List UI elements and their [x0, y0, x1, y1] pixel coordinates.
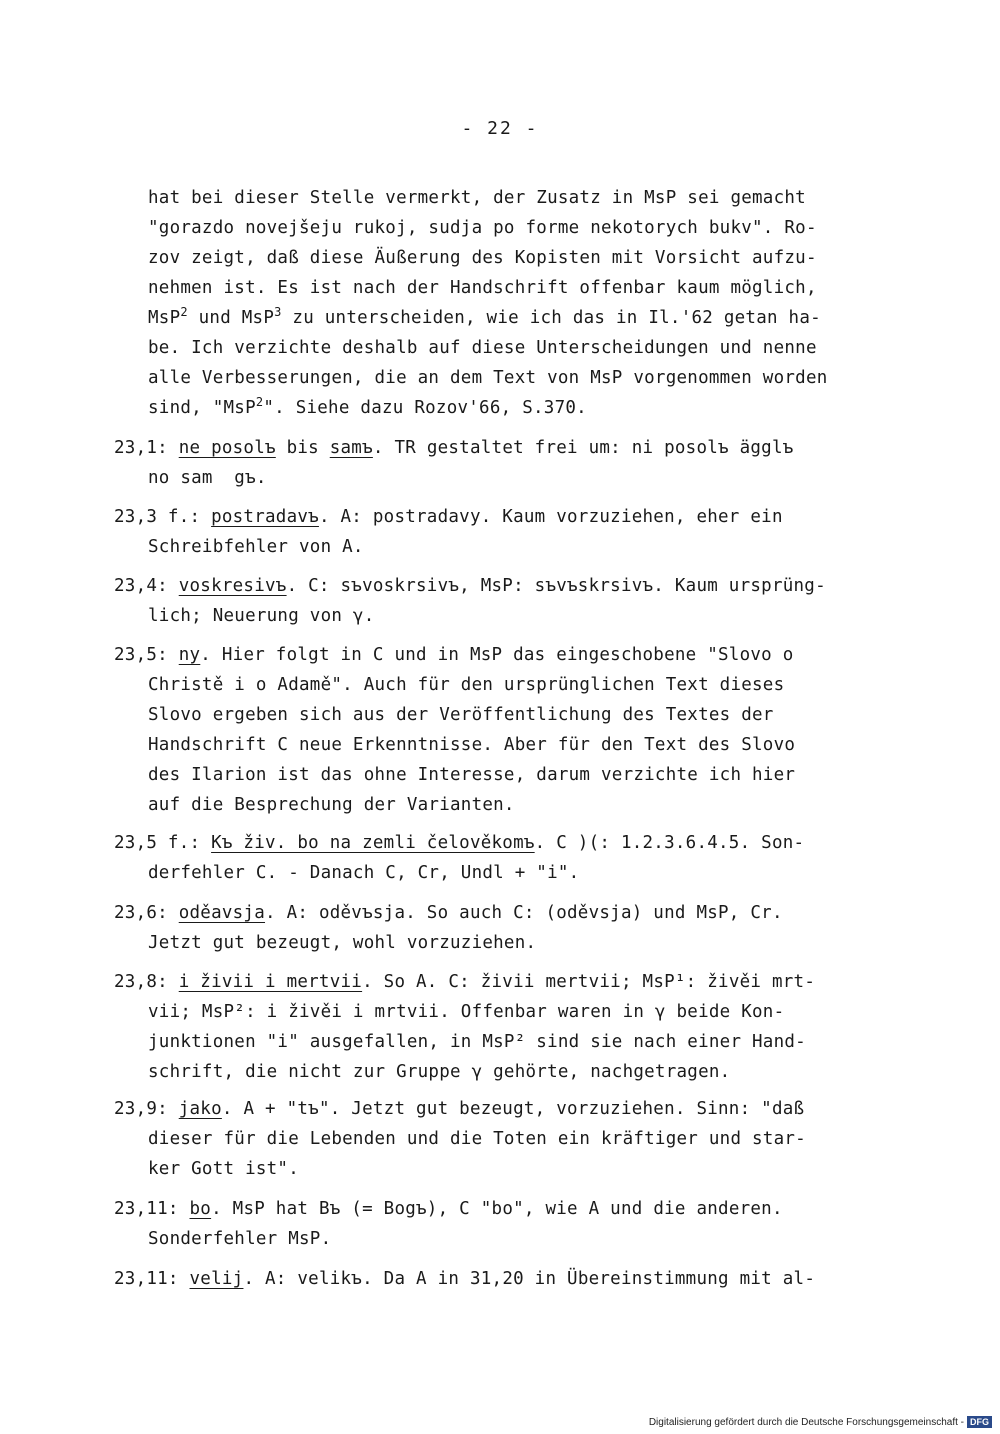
commentary-entry — [114, 828, 898, 888]
entry-text: . C )(: 1.2.3.6.4.5. Son- — [534, 833, 805, 853]
entry-text: . So A. C: živii mertvii; MsP¹: živěi mrt- — [362, 972, 816, 992]
entry-first-line — [114, 967, 898, 997]
entry-text: . A: postradavy. Kaum vorzuziehen, eher ein — [318, 507, 783, 527]
entry-reference: 23,4: — [114, 576, 179, 596]
entry-text: bis — [275, 438, 330, 458]
entry-reference: 23,11: — [114, 1199, 190, 1219]
entry-text: . A: velikъ. Da A in 31,20 in Übereinstimmung mit al- — [243, 1269, 816, 1289]
entry-first-line — [114, 1094, 898, 1124]
entry-first-line — [114, 571, 898, 601]
entry-text: . A + "tъ". Jetzt gut bezeugt, vorzuziehen. Sinn: "daß — [221, 1099, 805, 1119]
entry-continuation-line: junktionen "i" ausgefallen, in MsP² sind sie nach einer Hand- — [148, 1032, 806, 1052]
entry-lemma: voskresivъ — [178, 576, 287, 596]
entry-lemma: samъ — [329, 438, 373, 458]
intro-paragraph — [148, 183, 898, 423]
entry-lemma: i živii i mertvii — [178, 972, 363, 992]
entry-reference: 23,11: — [114, 1269, 190, 1289]
entry-continuation-line: Christě i o Adamě". Auch für den ursprünglichen Text dieses — [148, 675, 785, 695]
commentary-entry — [114, 640, 898, 820]
entry-reference: 23,8: — [114, 972, 179, 992]
entry-lemma: bo — [189, 1199, 212, 1219]
intro-line — [148, 393, 898, 423]
entry-text: . Hier folgt in C und in MsP das eingeschobene "Slovo o — [200, 645, 794, 665]
commentary-entry — [114, 571, 898, 631]
commentary-entry — [114, 1094, 898, 1184]
entry-lemma: velij — [189, 1269, 244, 1289]
entry-lemma: ne posolъ — [178, 438, 276, 458]
entry-continuation-line: schrift, die nicht zur Gruppe γ gehörte, nachgetragen. — [148, 1062, 731, 1082]
commentary-entry — [114, 898, 898, 958]
entry-continuation-line: vii; MsP²: i živěi i mrtvii. Offenbar waren in γ beide Kon- — [148, 1002, 785, 1022]
intro-line: "gorazdo novejšeju rukoj, sudja po forme nekotorych bukv". Ro- — [148, 218, 817, 238]
entry-continuation-line: des Ilarion ist das ohne Interesse, darum verzichte ich hier — [148, 765, 796, 785]
intro-line — [148, 303, 898, 333]
entry-continuation-line: ker Gott ist". — [148, 1159, 300, 1179]
dfg-logo: DFG — [967, 1416, 992, 1428]
entry-first-line — [114, 1264, 898, 1294]
entry-continuation-line: Sonderfehler MsP. — [148, 1229, 332, 1249]
entry-continuation-line: Schreibfehler von A. — [148, 537, 364, 557]
superscript: 3 — [274, 305, 282, 320]
entry-continuation-line: auf die Besprechung der Varianten. — [148, 795, 515, 815]
footer-text: Digitalisierung gefördert durch die Deutsche Forschungsgemeinschaft - — [648, 1416, 964, 1428]
entry-reference: 23,3 f.: — [114, 507, 212, 527]
intro-line: zov zeigt, daß diese Äußerung des Kopisten mit Vorsicht aufzu- — [148, 248, 817, 268]
entry-lemma: jako — [178, 1099, 222, 1119]
entry-reference: 23,6: — [114, 903, 179, 923]
entry-text: . A: oděvъsja. So auch C: (oděvsja) und MsP, Cr. — [265, 903, 783, 923]
entry-continuation-line: dieser für die Lebenden und die Toten ein kräftiger und star- — [148, 1129, 806, 1149]
intro-line: hat bei dieser Stelle vermerkt, der Zusatz in MsP sei gemacht — [148, 188, 806, 208]
entry-first-line — [114, 828, 898, 858]
text-run: sind, "MsP — [148, 398, 256, 418]
entry-first-line — [114, 1194, 898, 1224]
entry-continuation-line: no sam gъ. — [148, 468, 267, 488]
commentary-entry — [114, 1194, 898, 1254]
entry-text: . MsP hat Bъ (= Bogъ), C "bo", wie A und die anderen. — [211, 1199, 783, 1219]
entry-reference: 23,5: — [114, 645, 179, 665]
entry-text: . C: sъvoskrsivъ, MsP: sъvъskrsivъ. Kaum ursprüng- — [286, 576, 826, 596]
text-run: und MsP — [187, 308, 275, 328]
page-number: - 22 - — [461, 118, 539, 139]
intro-line: alle Verbesserungen, die an dem Text von MsP vorgenommen worden — [148, 368, 828, 388]
entry-continuation-line: Handschrift C neue Erkenntnisse. Aber für den Text des Slovo — [148, 735, 796, 755]
entry-continuation-line: Slovo ergeben sich aus der Veröffentlichung des Textes der — [148, 705, 774, 725]
footer-credit — [649, 1416, 992, 1428]
entry-continuation-line: Jetzt gut bezeugt, wohl vorzuziehen. — [148, 933, 537, 953]
intro-line: be. Ich verzichte deshalb auf diese Unterscheidungen und nenne — [148, 338, 817, 358]
entry-continuation-line: derfehler C. - Danach C, Cr, Undl + "i". — [148, 863, 580, 883]
entry-reference: 23,5 f.: — [114, 833, 212, 853]
intro-line: nehmen ist. Es ist nach der Handschrift offenbar kaum möglich, — [148, 278, 817, 298]
entry-first-line — [114, 640, 898, 670]
entry-reference: 23,9: — [114, 1099, 179, 1119]
commentary-entry — [114, 1264, 898, 1294]
text-run: ". Siehe dazu Rozov'66, S.370. — [263, 398, 587, 418]
entry-continuation-line: lich; Neuerung von γ. — [148, 606, 375, 626]
entry-text: . TR gestaltet frei um: ni posolъ ägglъ — [372, 438, 794, 458]
commentary-entry — [114, 967, 898, 1087]
entry-lemma: ny — [178, 645, 201, 665]
superscript: 2 — [255, 395, 264, 410]
commentary-entry — [114, 502, 898, 562]
entry-first-line — [114, 502, 898, 532]
superscript: 2 — [180, 305, 188, 320]
entry-lemma: postradavъ — [211, 507, 319, 527]
entry-lemma: oděavsja — [178, 903, 266, 923]
commentary-entry — [114, 433, 898, 493]
entry-first-line — [114, 433, 898, 463]
text-run: zu unterscheiden, wie ich das in Il.'62 getan ha- — [281, 308, 821, 328]
entry-reference: 23,1: — [114, 438, 179, 458]
entry-lemma: Kъ živ. bo na zemli čelověkomъ — [211, 833, 535, 853]
entry-first-line — [114, 898, 898, 928]
text-run: MsP — [148, 308, 181, 328]
